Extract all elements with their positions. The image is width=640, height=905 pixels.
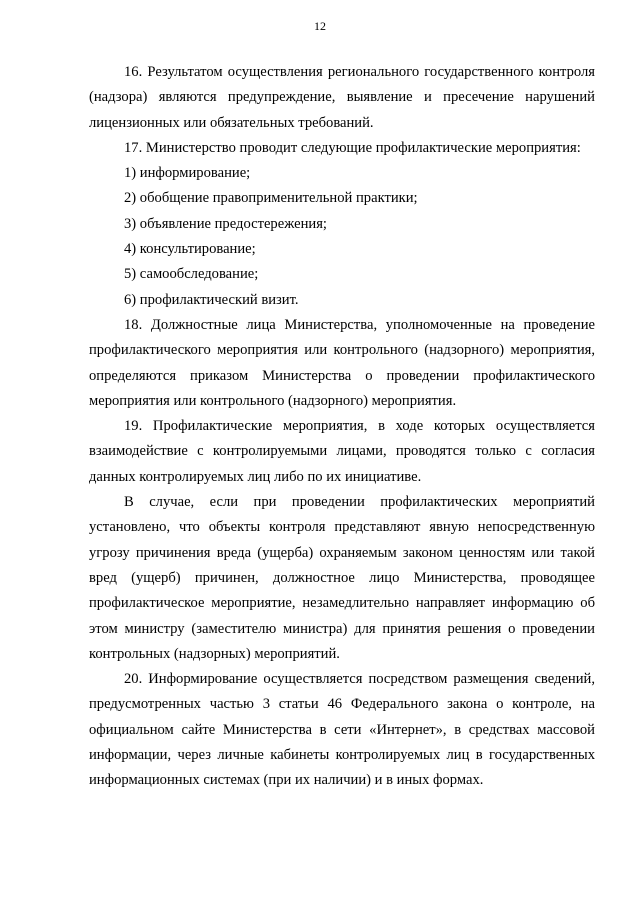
list-item-1: 1) информирование; (124, 165, 251, 182)
paragraph-16-result: 16. Результатом осуществления регионального государственного контроля (надзора) являются предупреждение, выявление и пресечение нарушений лицензионных или обязательных требований. (89, 64, 595, 131)
paragraph-19-interaction: 19. Профилактические мероприятия, в ходе которых осуществляется взаимодействие с контролируемыми лицами, проводятся только с согласия данных контролируемых лиц либо по их инициативе. (89, 418, 595, 485)
list-item-5: 5) самообследование; (124, 266, 259, 283)
paragraph-18-officials: 18. Должностные лица Министерства, уполномоченные на проведение профилактического мероприятия или контрольного (надзорного) мероприятия, определяются приказом Министерства о проведении профилактического мероприятия или контрольного (надзорного) мероприятия. (89, 316, 595, 409)
list-item-6: 6) профилактический визит. (124, 291, 299, 308)
paragraph-17-intro: 17. Министерство проводит следующие профилактические мероприятия: (124, 139, 581, 156)
list-item-4: 4) консультирование; (124, 241, 256, 258)
page-number: 12 (314, 19, 326, 33)
list-item-2: 2) обобщение правоприменительной практики; (124, 190, 418, 207)
document-body (89, 60, 595, 794)
paragraph-20-informing: 20. Информирование осуществляется посредством размещения сведений, предусмотренных частью 3 статьи 46 Федерального закона о контроле, на официальном сайте Министерства в сети «Интернет», в средствах массовой информации, через личные кабинеты контролируемых лиц в государственных информационных системах (при их наличии) и в иных формах. (89, 671, 595, 789)
list-item-3: 3) объявление предостережения; (124, 215, 327, 232)
paragraph-threat-case: В случае, если при проведении профилактических мероприятий установлено, что объекты контроля представляют явную непосредственную угрозу причинения вреда (ущерба) охраняемым законом ценностям или такой вред (ущерб) причинен, должностное лицо Министерства, проводящее профилактическое мероприятие, незамедлительно направляет информацию об этом министру (заместителю министра) для принятия решения о проведении контрольных (надзорных) мероприятий. (89, 494, 595, 662)
